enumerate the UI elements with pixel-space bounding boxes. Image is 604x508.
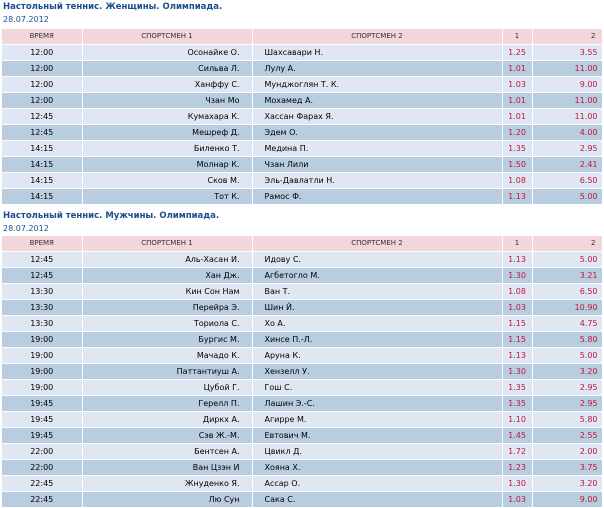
odds-2-link[interactable]: 3.55 xyxy=(532,45,602,61)
women-section-title: Настольный теннис. Женщины. Олимпиада. xyxy=(3,2,223,12)
table-row xyxy=(2,173,602,189)
odds-1-link[interactable]: 1.13 xyxy=(502,252,532,268)
table-row xyxy=(2,364,602,380)
player-1-name: Сильва Л. xyxy=(82,61,252,77)
player-1-name: Кумахара К. xyxy=(82,109,252,125)
match-time: 13:30 xyxy=(2,284,82,300)
women-section-date: 28.07.2012 xyxy=(3,15,49,24)
table-row xyxy=(2,332,602,348)
match-time: 12:00 xyxy=(2,77,82,93)
odds-2-link[interactable]: 9.00 xyxy=(532,77,602,93)
player-1-name: Чзан Мо xyxy=(82,93,252,109)
table-row xyxy=(2,316,602,332)
player-1-name: Бентсен А. xyxy=(82,444,252,460)
player-1-name: Молнар К. xyxy=(82,157,252,173)
odds-2-link[interactable]: 3.21 xyxy=(532,268,602,284)
player-1-name: Осонайке О. xyxy=(82,45,252,61)
player-1-name: Кин Сон Нам xyxy=(82,284,252,300)
women-odds-table xyxy=(2,29,603,205)
odds-2-link[interactable]: 11.00 xyxy=(532,109,602,125)
header-player-2: СПОРТСМЕН 2 xyxy=(252,29,502,45)
odds-1-link[interactable]: 1.35 xyxy=(502,380,532,396)
men-section-date: 28.07.2012 xyxy=(3,224,49,233)
player-2-name: Евтович М. xyxy=(252,428,502,444)
match-time: 12:45 xyxy=(2,125,82,141)
odds-2-link[interactable]: 4.75 xyxy=(532,316,602,332)
player-1-name: Аль-Хасан И. xyxy=(82,252,252,268)
odds-1-link[interactable]: 1.08 xyxy=(502,284,532,300)
match-time: 14:15 xyxy=(2,141,82,157)
player-2-name: Мунджоглян Т. К. xyxy=(252,77,502,93)
odds-2-link[interactable]: 2.95 xyxy=(532,141,602,157)
odds-2-link[interactable]: 5.00 xyxy=(532,189,602,205)
player-2-name: Лулу А. xyxy=(252,61,502,77)
table-row xyxy=(2,284,602,300)
match-time: 13:30 xyxy=(2,316,82,332)
table-row xyxy=(2,157,602,173)
odds-1-link[interactable]: 1.03 xyxy=(502,77,532,93)
match-time: 12:45 xyxy=(2,252,82,268)
odds-1-link[interactable]: 1.30 xyxy=(502,364,532,380)
player-2-name: Цвикл Д. xyxy=(252,444,502,460)
match-time: 12:00 xyxy=(2,45,82,61)
table-header-row xyxy=(2,236,602,252)
player-2-name: Эль-Давлатли Н. xyxy=(252,173,502,189)
odds-1-link[interactable]: 1.30 xyxy=(502,268,532,284)
odds-1-link[interactable]: 1.72 xyxy=(502,444,532,460)
player-1-name: Хан Дж. xyxy=(82,268,252,284)
player-2-name: Агирре М. xyxy=(252,412,502,428)
odds-1-link[interactable]: 1.08 xyxy=(502,173,532,189)
header-player-1: СПОРТСМЕН 1 xyxy=(82,236,252,252)
player-2-name: Идову С. xyxy=(252,252,502,268)
table-row xyxy=(2,45,602,61)
table-row xyxy=(2,444,602,460)
odds-1-link[interactable]: 1.03 xyxy=(502,300,532,316)
match-time: 19:00 xyxy=(2,348,82,364)
player-1-name: Бургис М. xyxy=(82,332,252,348)
match-time: 14:15 xyxy=(2,189,82,205)
table-row xyxy=(2,396,602,412)
header-odds-1: 1 xyxy=(502,29,532,45)
match-time: 19:45 xyxy=(2,396,82,412)
match-time: 12:00 xyxy=(2,61,82,77)
odds-2-link[interactable]: 2.95 xyxy=(532,396,602,412)
player-1-name: Жнуденко Я. xyxy=(82,476,252,492)
table-row xyxy=(2,61,602,77)
header-odds-2: 2 xyxy=(532,236,602,252)
table-row xyxy=(2,428,602,444)
odds-2-link[interactable]: 5.00 xyxy=(532,252,602,268)
player-2-name: Шахсавари Н. xyxy=(252,45,502,61)
player-1-name: Ханффу С. xyxy=(82,77,252,93)
odds-2-link[interactable]: 5.00 xyxy=(532,348,602,364)
odds-2-link[interactable]: 2.55 xyxy=(532,428,602,444)
match-time: 22:45 xyxy=(2,476,82,492)
header-odds-2: 2 xyxy=(532,29,602,45)
table-header-row xyxy=(2,29,602,45)
odds-1-link[interactable]: 1.23 xyxy=(502,460,532,476)
player-1-name: Паттантиуш А. xyxy=(82,364,252,380)
odds-1-link[interactable]: 1.15 xyxy=(502,316,532,332)
header-odds-1: 1 xyxy=(502,236,532,252)
odds-2-link[interactable]: 6.50 xyxy=(532,284,602,300)
odds-2-link[interactable]: 11.00 xyxy=(532,61,602,77)
odds-2-link[interactable]: 11.00 xyxy=(532,93,602,109)
match-time: 12:45 xyxy=(2,109,82,125)
player-1-name: Биленко Т. xyxy=(82,141,252,157)
match-time: 19:45 xyxy=(2,412,82,428)
odds-1-link[interactable]: 1.45 xyxy=(502,428,532,444)
header-player-1: СПОРТСМЕН 1 xyxy=(82,29,252,45)
header-time: ВРЕМЯ xyxy=(2,236,82,252)
player-2-name: Медина П. xyxy=(252,141,502,157)
odds-1-link[interactable]: 1.15 xyxy=(502,332,532,348)
match-time: 19:00 xyxy=(2,364,82,380)
player-2-name: Хояна Х. xyxy=(252,460,502,476)
header-player-2: СПОРТСМЕН 2 xyxy=(252,236,502,252)
table-row xyxy=(2,109,602,125)
player-2-name: Аруна К. xyxy=(252,348,502,364)
odds-2-link[interactable]: 3.20 xyxy=(532,364,602,380)
table-row xyxy=(2,412,602,428)
match-time: 12:00 xyxy=(2,93,82,109)
player-1-name: Перейра Э. xyxy=(82,300,252,316)
player-2-name: Эдем О. xyxy=(252,125,502,141)
table-row xyxy=(2,141,602,157)
odds-1-link[interactable]: 1.13 xyxy=(502,348,532,364)
odds-1-link[interactable]: 1.50 xyxy=(502,157,532,173)
table-row xyxy=(2,252,602,268)
player-2-name: Сака С. xyxy=(252,492,502,508)
player-1-name: Ториола С. xyxy=(82,316,252,332)
odds-2-link[interactable]: 2.41 xyxy=(532,157,602,173)
table-row xyxy=(2,348,602,364)
odds-1-link[interactable]: 1.01 xyxy=(502,61,532,77)
odds-2-link[interactable]: 10.90 xyxy=(532,300,602,316)
player-1-name: Ван Цзэн И xyxy=(82,460,252,476)
player-2-name: Шин Й. xyxy=(252,300,502,316)
player-1-name: Мешреф Д. xyxy=(82,125,252,141)
player-1-name: Герелл П. xyxy=(82,396,252,412)
table-row xyxy=(2,125,602,141)
odds-1-link[interactable]: 1.01 xyxy=(502,93,532,109)
odds-1-link[interactable]: 1.35 xyxy=(502,141,532,157)
player-2-name: Хассан Фарах Я. xyxy=(252,109,502,125)
player-2-name: Рамос Ф. xyxy=(252,189,502,205)
match-time: 12:45 xyxy=(2,268,82,284)
odds-2-link[interactable]: 5.80 xyxy=(532,412,602,428)
table-row xyxy=(2,93,602,109)
odds-2-link[interactable]: 9.00 xyxy=(532,492,602,508)
player-1-name: Цубой Г. xyxy=(82,380,252,396)
odds-2-link[interactable]: 3.75 xyxy=(532,460,602,476)
odds-2-link[interactable]: 5.80 xyxy=(532,332,602,348)
player-2-name: Чзан Лили xyxy=(252,157,502,173)
player-2-name: Агбетогло М. xyxy=(252,268,502,284)
match-time: 13:30 xyxy=(2,300,82,316)
header-time: ВРЕМЯ xyxy=(2,29,82,45)
table-row xyxy=(2,77,602,93)
player-2-name: Ван Т. xyxy=(252,284,502,300)
player-2-name: Лашин Э.-С. xyxy=(252,396,502,412)
odds-2-link[interactable]: 2.95 xyxy=(532,380,602,396)
match-time: 22:00 xyxy=(2,460,82,476)
men-section-title: Настольный теннис. Мужчины. Олимпиада. xyxy=(3,211,220,221)
match-time: 19:00 xyxy=(2,380,82,396)
odds-1-link[interactable]: 1.10 xyxy=(502,412,532,428)
odds-2-link[interactable]: 4.00 xyxy=(532,125,602,141)
table-row xyxy=(2,476,602,492)
match-time: 19:00 xyxy=(2,332,82,348)
table-row xyxy=(2,380,602,396)
odds-2-link[interactable]: 3.20 xyxy=(532,476,602,492)
odds-2-link[interactable]: 2.00 xyxy=(532,444,602,460)
odds-1-link[interactable]: 1.25 xyxy=(502,45,532,61)
odds-2-link[interactable]: 6.50 xyxy=(532,173,602,189)
match-time: 22:45 xyxy=(2,492,82,508)
player-2-name: Гош С. xyxy=(252,380,502,396)
odds-1-link[interactable]: 1.20 xyxy=(502,125,532,141)
player-1-name: Мачадо К. xyxy=(82,348,252,364)
match-time: 22:00 xyxy=(2,444,82,460)
player-2-name: Хинсе П.-Л. xyxy=(252,332,502,348)
odds-1-link[interactable]: 1.35 xyxy=(502,396,532,412)
player-1-name: Сэв Ж.-М. xyxy=(82,428,252,444)
match-time: 14:15 xyxy=(2,173,82,189)
player-1-name: Лю Сун xyxy=(82,492,252,508)
player-1-name: Диркх А. xyxy=(82,412,252,428)
player-2-name: Ассар О. xyxy=(252,476,502,492)
table-row xyxy=(2,300,602,316)
match-time: 19:45 xyxy=(2,428,82,444)
match-time: 14:15 xyxy=(2,157,82,173)
player-2-name: Мохамед А. xyxy=(252,93,502,109)
table-row xyxy=(2,492,602,508)
player-1-name: Тот К. xyxy=(82,189,252,205)
odds-1-link[interactable]: 1.01 xyxy=(502,109,532,125)
player-2-name: Хензелл У. xyxy=(252,364,502,380)
odds-1-link[interactable]: 1.30 xyxy=(502,476,532,492)
table-row xyxy=(2,460,602,476)
player-1-name: Сков М. xyxy=(82,173,252,189)
men-odds-table xyxy=(2,236,603,508)
table-row xyxy=(2,268,602,284)
table-row xyxy=(2,189,602,205)
odds-1-link[interactable]: 1.03 xyxy=(502,492,532,508)
player-2-name: Хо А. xyxy=(252,316,502,332)
odds-1-link[interactable]: 1.13 xyxy=(502,189,532,205)
